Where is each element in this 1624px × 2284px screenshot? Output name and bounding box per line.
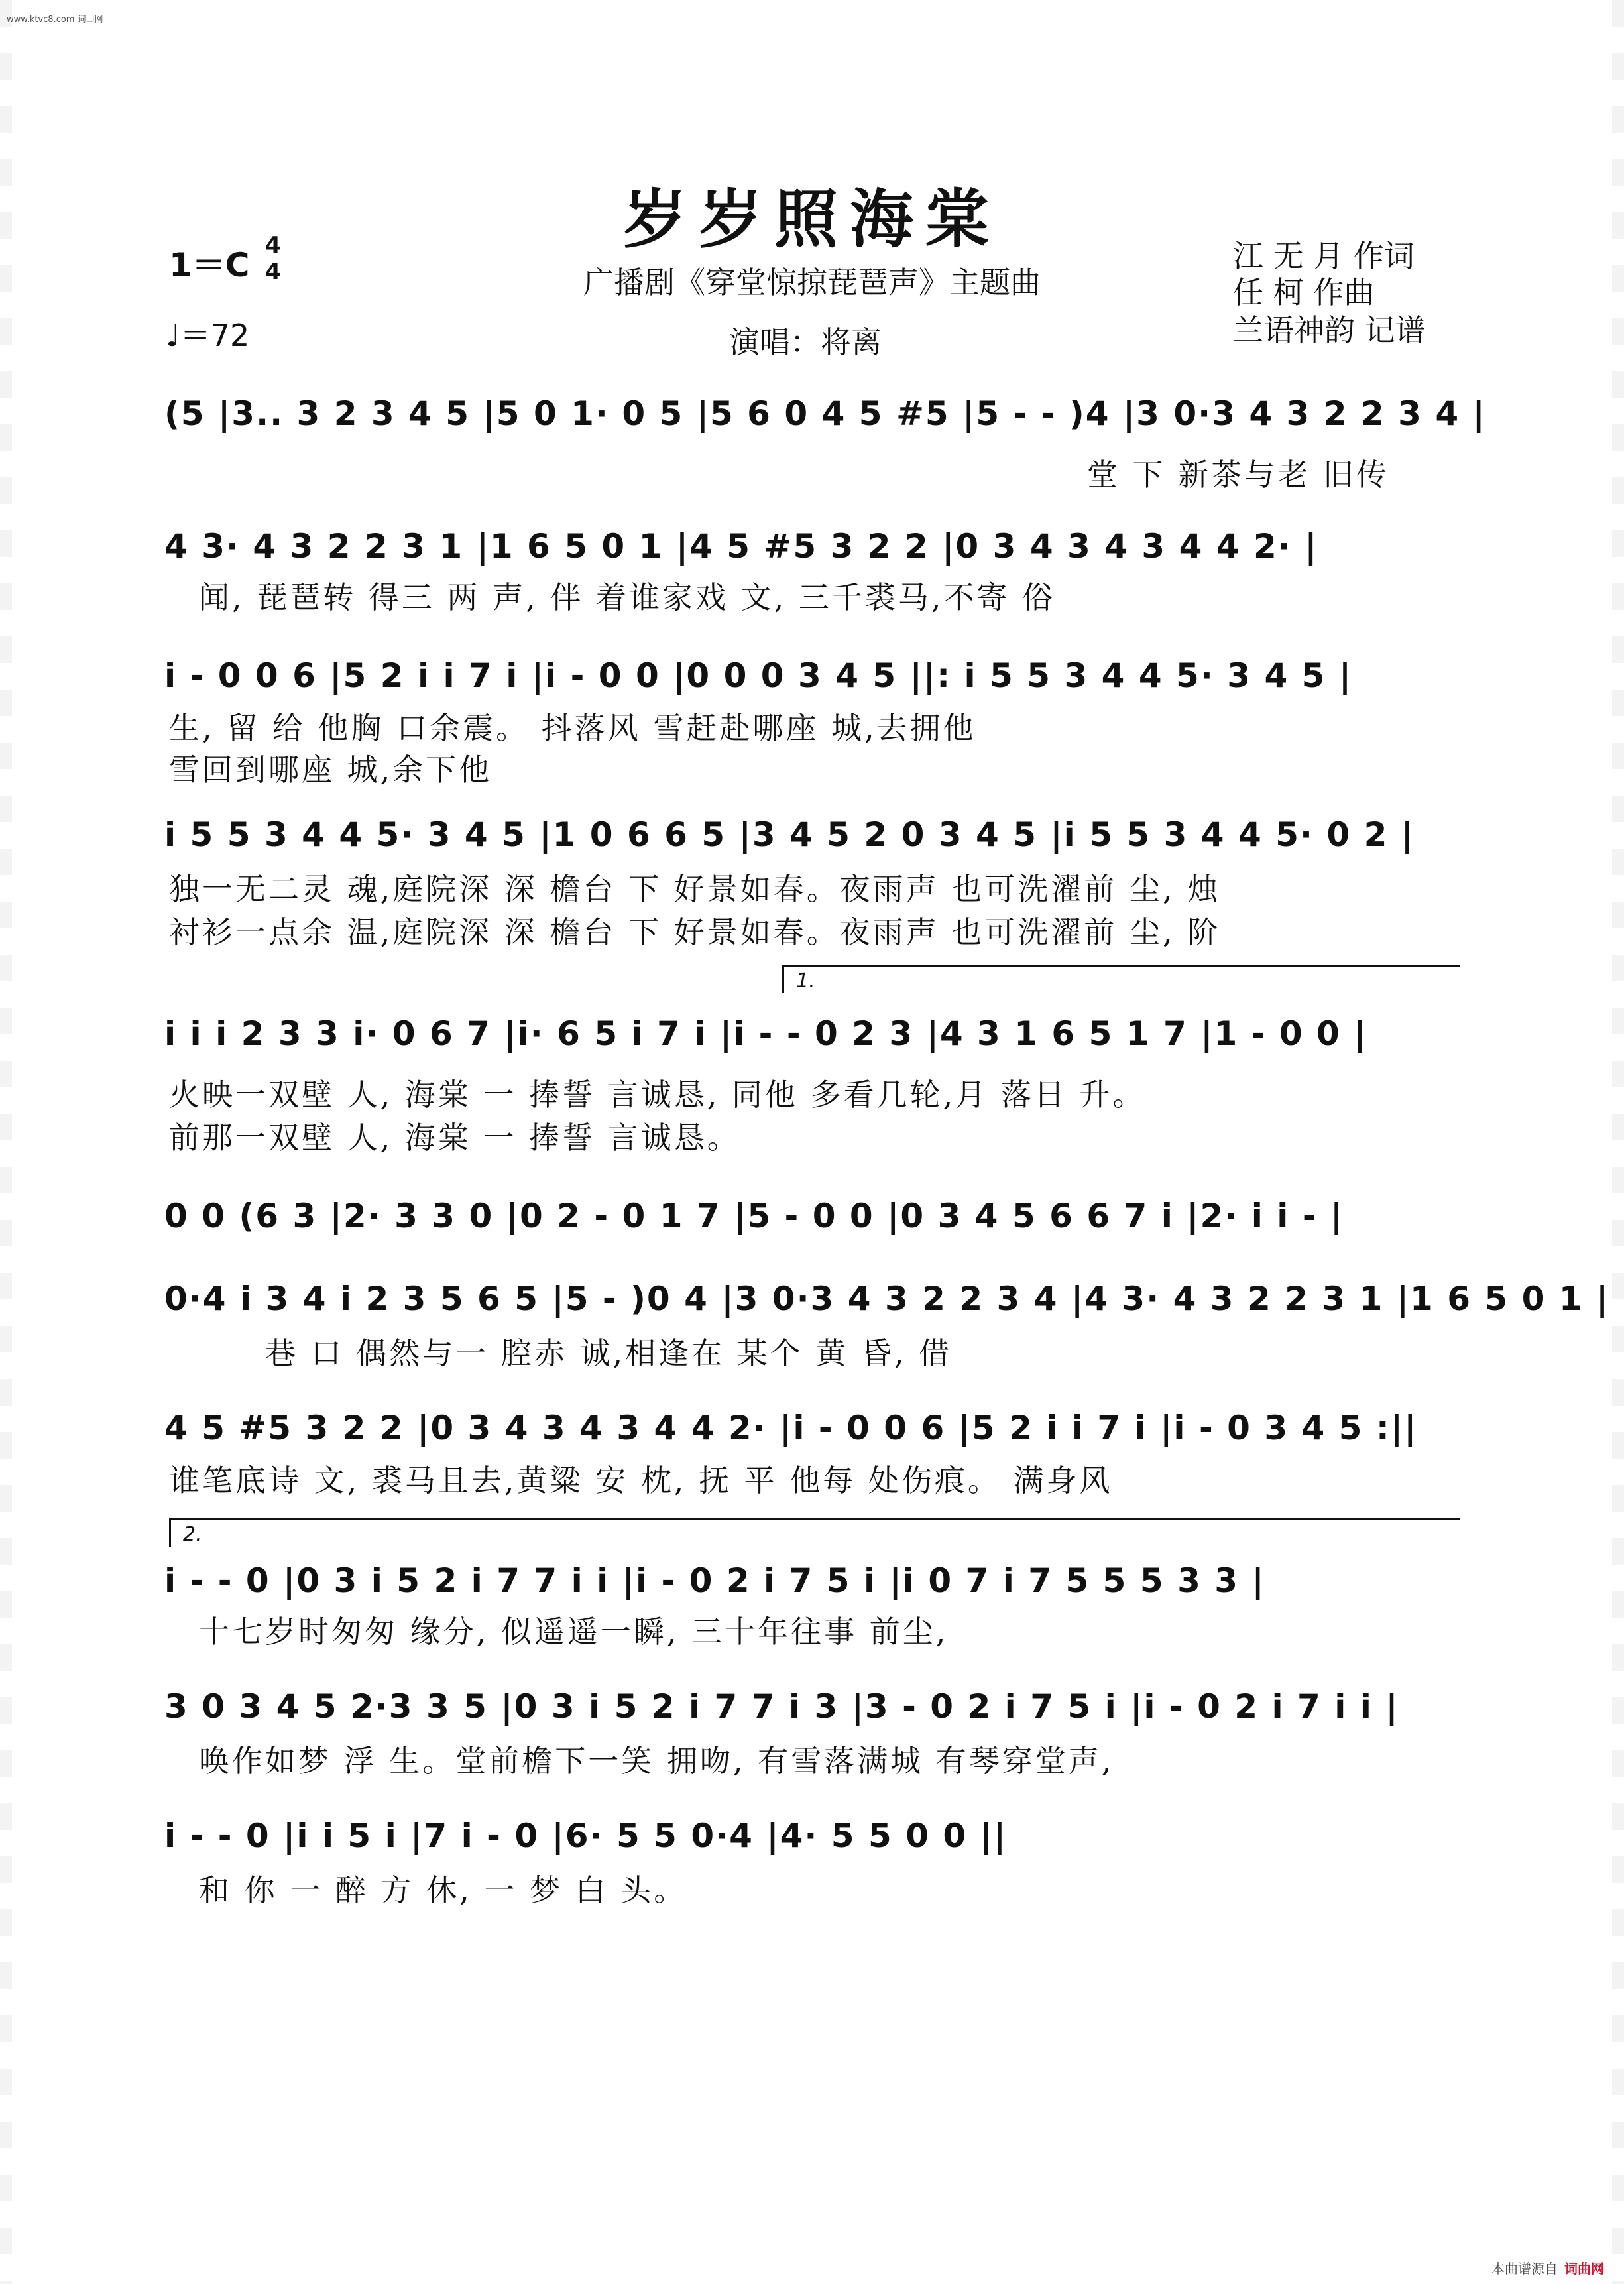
transcriber-credit: 兰语神韵 记谱 bbox=[1233, 312, 1426, 348]
right-watermark-strip bbox=[1612, 0, 1624, 2284]
footer-site-logo: 词曲网 bbox=[1564, 2261, 1604, 2277]
lyric-row-2: 闻, 琵琶转 得三 两 声, 伴 着谁家戏 文, 三千裘马,不寄 俗 bbox=[199, 579, 1056, 615]
left-watermark-strip bbox=[0, 0, 12, 2284]
score-row-4: i 5 5 3 4 4 5· 3 4 5 |1 0 6 6 5 |3 4 5 2 0 3 4 5 |i 5 5 3 4 4 5· 0 2 | bbox=[164, 815, 1415, 854]
key-signature: 1＝C bbox=[169, 246, 250, 284]
lyric-row-5b: 前那一双壁 人, 海棠 一 捧誓 言诚恳。 bbox=[169, 1120, 740, 1156]
lyricist-credit: 江 无 月 作词 bbox=[1233, 238, 1415, 274]
tempo-marking: ♩＝72 bbox=[166, 318, 250, 353]
score-row-5: i i i 2 3 3 i· 0 6 7 |i· 6 5 i 7 i |i - - 0 2 3 |4 3 1 6 5 1 7 |1 - 0 0 | bbox=[164, 1014, 1367, 1053]
lyric-row-3b: 雪回到哪座 城,余下他 bbox=[169, 752, 493, 788]
footer-source bbox=[1491, 2258, 1604, 2277]
score-row-9: i - - 0 |0 3 i 5 2 i 7 7 i i |i - 0 2 i 7 5 i |i 0 7 i 7 5 5 5 3 3 | bbox=[164, 1561, 1265, 1600]
lyric-row-4a: 独一无二灵 魂,庭院深 深 檐台 下 好景如春。夜雨声 也可洗濯前 尘, 烛 bbox=[169, 871, 1221, 907]
song-subtitle: 广播剧《穿堂惊掠琵琶声》主题曲 bbox=[583, 265, 1041, 300]
footer-source-text: 本曲谱源自 bbox=[1491, 2261, 1558, 2277]
lyric-row-9: 十七岁时匆匆 缘分, 似遥遥一瞬, 三十年往事 前尘, bbox=[199, 1614, 949, 1650]
singer: 演唱：将离 bbox=[729, 324, 882, 360]
score-row-6: 0 0 (6 3 |2· 3 3 0 |0 2 - 0 1 7 |5 - 0 0 |0 3 4 5 6 6 7 i |2· i i - | bbox=[164, 1197, 1344, 1235]
volta-2: 2. bbox=[169, 1518, 1460, 1547]
lyric-row-11: 和 你 一 醉 方 休, 一 梦 白 头。 bbox=[199, 1872, 687, 1908]
composer-credit: 任 柯 作曲 bbox=[1233, 274, 1375, 310]
lyric-row-4b: 衬衫一点余 温,庭院深 深 檐台 下 好景如春。夜雨声 也可洗濯前 尘, 阶 bbox=[169, 914, 1221, 950]
lyric-row-3a: 生, 留 给 他胸 口余震。 抖落风 雪赶赴哪座 城,去拥他 bbox=[169, 710, 976, 746]
score-row-8: 4 5 #5 3 2 2 |0 3 4 3 4 3 4 4 2· |i - 0 0 6 |5 2 i i 7 i |i - 0 3 4 5 :|| bbox=[164, 1409, 1418, 1447]
lyric-row-10: 唤作如梦 浮 生。堂前檐下一笑 拥吻, 有雪落满城 有琴穿堂声, bbox=[199, 1743, 1114, 1779]
lyric-row-8: 谁笔底诗 文, 裘马且去,黄粱 安 枕, 抚 平 他每 处伤痕。 满身风 bbox=[169, 1463, 1113, 1498]
score-row-3: i - 0 0 6 |5 2 i i 7 i |i - 0 0 |0 0 0 3 4 5 ||: i 5 5 3 4 4 5· 3 4 5 | bbox=[164, 656, 1353, 695]
lyric-row-1: 堂 下 新茶与老 旧传 bbox=[1087, 457, 1389, 493]
song-title: 岁岁照海棠 bbox=[623, 182, 1001, 257]
score-row-11: i - - 0 |i i 5 i |7 i - 0 |6· 5 5 0·4 |4· 5 5 0 0 || bbox=[164, 1817, 1008, 1855]
time-signature-top: 4 bbox=[265, 232, 281, 259]
score-row-1: (5 |3.. 3 2 3 4 5 |5 0 1· 0 5 |5 6 0 4 5 #5 |5 - - )4 |3 0·3 4 3 2 2 3 4 | bbox=[164, 394, 1486, 433]
time-signature-bottom: 4 bbox=[265, 259, 281, 285]
volta-1: 1. bbox=[782, 965, 1460, 993]
lyric-row-5a: 火映一双壁 人, 海棠 一 捧誓 言诚恳, 同他 多看几轮,月 落日 升。 bbox=[169, 1077, 1146, 1112]
site-url: www.ktvc8.com 词曲网 bbox=[7, 15, 103, 25]
score-row-2: 4 3· 4 3 2 2 3 1 |1 6 5 0 1 |4 5 #5 3 2 2 |0 3 4 3 4 3 4 4 2· | bbox=[164, 527, 1318, 566]
lyric-row-7: 巷 口 偶然与一 腔赤 诚,相逢在 某个 黄 昏, 借 bbox=[265, 1335, 953, 1371]
score-row-10: 3 0 3 4 5 2·3 3 5 |0 3 i 5 2 i 7 7 i 3 |3 - 0 2 i 7 5 i |i - 0 2 i 7 i i | bbox=[164, 1687, 1399, 1726]
score-row-7: 0·4 i 3 4 i 2 3 5 6 5 |5 - )0 4 |3 0·3 4 3 2 2 3 4 |4 3· 4 3 2 2 3 1 |1 6 5 0 1 | bbox=[164, 1280, 1610, 1318]
